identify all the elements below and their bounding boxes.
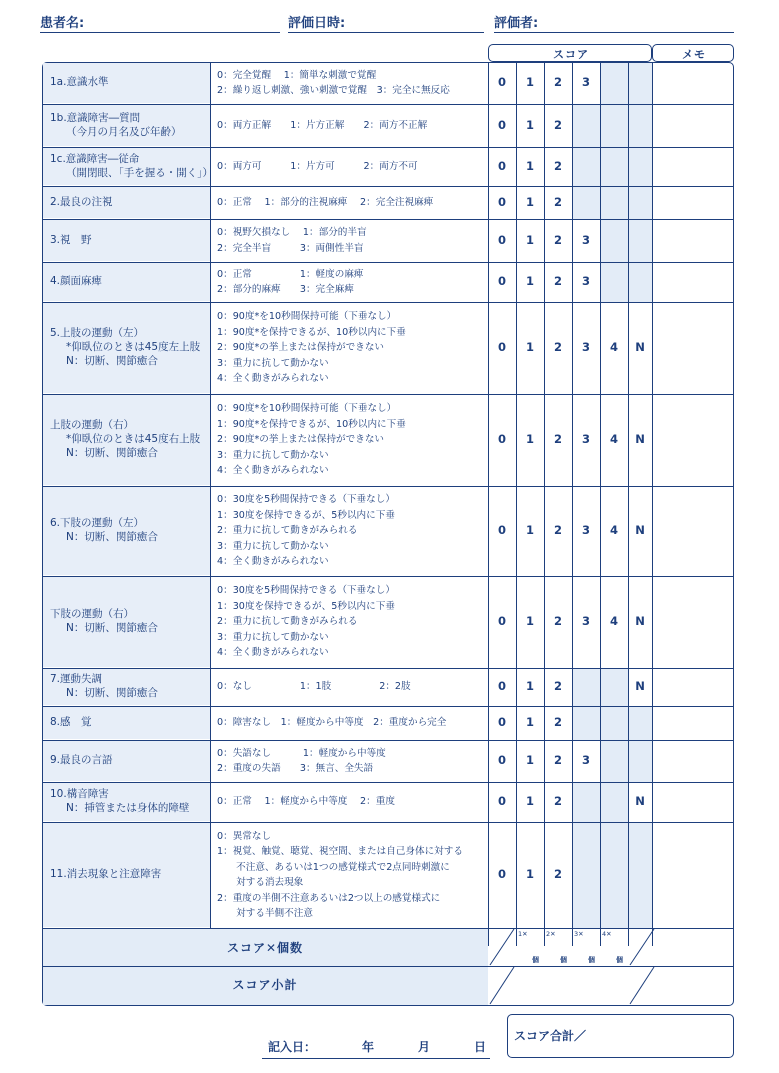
row-label-line: 4.顔面麻痺 bbox=[50, 275, 103, 287]
score-option[interactable]: 2 bbox=[553, 715, 562, 729]
score-option[interactable]: 1 bbox=[525, 75, 534, 89]
score-option[interactable]: 0 bbox=[497, 753, 506, 767]
empty-score-cell bbox=[629, 63, 652, 104]
month-label: 月 bbox=[418, 1040, 431, 1054]
empty-score-cell bbox=[573, 148, 600, 186]
row-label-line: 1a.意識水準 bbox=[50, 76, 109, 88]
row-divider bbox=[42, 486, 734, 487]
row-label-line: 下肢の運動（右） bbox=[50, 608, 134, 620]
memo-cell[interactable] bbox=[653, 220, 733, 262]
score-header-text: スコア bbox=[553, 48, 589, 61]
score-option[interactable]: 1 bbox=[525, 867, 534, 881]
row-label-line: 11.消去現象と注意障害 bbox=[50, 868, 162, 880]
score-option[interactable]: N bbox=[635, 679, 645, 693]
count-unit: 個 bbox=[532, 956, 539, 964]
empty-score-cell bbox=[601, 783, 628, 822]
empty-score-cell bbox=[601, 220, 628, 262]
score-option[interactable]: 1 bbox=[525, 232, 534, 247]
column-divider bbox=[544, 62, 545, 946]
row-label-line: *仰臥位のときは45度右上肢 bbox=[66, 433, 201, 445]
score-option[interactable]: 0 bbox=[497, 117, 506, 132]
memo-cell[interactable] bbox=[653, 303, 733, 394]
score-option[interactable]: 0 bbox=[497, 679, 506, 693]
empty-score-cell bbox=[573, 187, 600, 219]
score-option[interactable]: 0 bbox=[497, 158, 506, 173]
multiplier-input[interactable] bbox=[600, 928, 628, 966]
row-label-line: 8.感 覚 bbox=[50, 716, 92, 728]
row-description: 0：障害なし 1：軽度から中等度 2：重度から完全 bbox=[217, 717, 447, 729]
row-description: 0：正常 1：軽度の麻痺 2：部分的麻痺 3：完全麻痺 bbox=[217, 268, 364, 295]
score-total-label: スコア合計／ bbox=[514, 1029, 587, 1043]
memo-cell[interactable] bbox=[653, 63, 733, 104]
row-label-line: 10.構音障害 bbox=[50, 788, 109, 800]
score-option[interactable]: 1 bbox=[525, 194, 534, 209]
column-divider bbox=[210, 62, 211, 946]
score-option[interactable]: 4 bbox=[609, 614, 618, 628]
row-description: 0：90度*を10秒間保持可能（下垂なし） 1：90度*を保持できるが、10秒以内に下垂 2：90度*の挙上または保持ができない 3：重力に抗して動かない 4：全く動きがみられない bbox=[217, 311, 406, 385]
score-option[interactable]: 2 bbox=[553, 614, 562, 628]
score-option[interactable]: N bbox=[635, 523, 645, 537]
row-label bbox=[50, 607, 210, 635]
multiplier-input[interactable] bbox=[516, 928, 544, 966]
memo-cell[interactable] bbox=[653, 741, 733, 782]
column-divider bbox=[488, 62, 489, 946]
score-option[interactable]: 2 bbox=[553, 523, 562, 537]
row-divider bbox=[42, 782, 734, 783]
score-option[interactable]: 1 bbox=[525, 432, 534, 446]
memo-cell[interactable] bbox=[653, 783, 733, 822]
row-description: 0：なし 1：1肢 2：2肢 bbox=[217, 681, 411, 693]
score-option[interactable]: N bbox=[635, 432, 645, 446]
empty-score-cell bbox=[629, 263, 652, 302]
empty-score-cell bbox=[601, 707, 628, 740]
row-label-line: 上肢の運動（右） bbox=[50, 419, 134, 431]
score-option[interactable]: 2 bbox=[553, 794, 562, 808]
multiplier-input[interactable] bbox=[544, 928, 572, 966]
row-label-line: *仰臥位のときは45度左上肢 bbox=[66, 341, 201, 353]
multiplier-label: 1✕ bbox=[518, 930, 528, 938]
score-option[interactable]: 3 bbox=[581, 232, 590, 247]
score-option[interactable]: 0 bbox=[497, 794, 506, 808]
empty-score-cell bbox=[601, 148, 628, 186]
row-label bbox=[50, 75, 210, 89]
empty-score-cell bbox=[629, 707, 652, 740]
score-option[interactable]: 0 bbox=[497, 75, 506, 89]
column-divider bbox=[600, 62, 601, 946]
nihss-sheet bbox=[42, 44, 734, 1006]
column-divider bbox=[516, 62, 517, 946]
empty-score-cell bbox=[601, 63, 628, 104]
row-description: 0：失語なし 1：軽度から中等度 2：重度の失語 3：無言、全失語 bbox=[217, 747, 386, 774]
count-unit: 個 bbox=[560, 956, 567, 964]
row-label-line: N：切断、関節癒合 bbox=[66, 355, 158, 367]
evaluator-label: 評価者: bbox=[494, 16, 539, 31]
row-label bbox=[50, 326, 210, 368]
row-divider bbox=[42, 576, 734, 577]
score-option[interactable]: 1 bbox=[525, 715, 534, 729]
score-total-box[interactable] bbox=[507, 1014, 734, 1058]
score-option[interactable]: N bbox=[635, 614, 645, 628]
column-divider bbox=[652, 62, 653, 946]
memo-cell[interactable] bbox=[653, 577, 733, 668]
row-label-line: N：切断、関節癒合 bbox=[66, 622, 158, 634]
score-option[interactable]: 1 bbox=[525, 679, 534, 693]
subtotal-label: スコア小計 bbox=[232, 978, 298, 992]
score-option[interactable]: 1 bbox=[525, 794, 534, 808]
row-divider bbox=[42, 668, 734, 669]
empty-score-cell bbox=[573, 783, 600, 822]
empty-score-cell bbox=[629, 741, 652, 782]
score-option[interactable]: 3 bbox=[581, 523, 590, 537]
score-option[interactable]: 0 bbox=[497, 274, 506, 288]
empty-score-cell bbox=[601, 669, 628, 706]
row-label-line: 5.上肢の運動（左） bbox=[50, 327, 145, 339]
multiplier-label: 4✕ bbox=[602, 930, 612, 938]
memo-cell[interactable] bbox=[653, 823, 733, 928]
score-option[interactable]: 2 bbox=[553, 867, 562, 881]
row-divider bbox=[42, 394, 734, 395]
score-option[interactable]: 4 bbox=[609, 523, 618, 537]
row-label bbox=[50, 753, 210, 767]
score-option[interactable]: 0 bbox=[497, 432, 506, 446]
memo-cell[interactable] bbox=[653, 395, 733, 486]
score-column-header bbox=[488, 44, 652, 62]
score-option[interactable]: 2 bbox=[553, 432, 562, 446]
score-option[interactable]: 0 bbox=[497, 715, 506, 729]
score-x-count-label: スコア✕個数 bbox=[226, 941, 304, 955]
memo-cell[interactable] bbox=[653, 263, 733, 302]
empty-score-cell bbox=[573, 707, 600, 740]
score-option[interactable]: 2 bbox=[553, 274, 562, 288]
multiplier-label: 3✕ bbox=[574, 930, 584, 938]
score-option[interactable]: 1 bbox=[525, 274, 534, 288]
row-label-line: 2.最良の注視 bbox=[50, 195, 113, 208]
column-divider bbox=[572, 62, 573, 946]
entry-date-line[interactable] bbox=[262, 1058, 490, 1059]
score-option[interactable]: 3 bbox=[581, 753, 590, 767]
memo-cell[interactable] bbox=[653, 707, 733, 740]
memo-cell[interactable] bbox=[653, 669, 733, 706]
row-description: 0：異常なし 1：視覚、触覚、聴覚、視空間、または自己身体に対する 不注意、あるいは1つの感覚様式で2点同時刺激に 対する消去現象 2：重度の半側不注意あるいは2つ以上の感覚様式に 対する半側不注意 bbox=[217, 830, 463, 919]
score-option[interactable]: 1 bbox=[525, 753, 534, 767]
memo-header-text: メモ bbox=[682, 48, 706, 61]
multiplier-input[interactable] bbox=[572, 928, 600, 966]
score-option[interactable]: 3 bbox=[581, 75, 590, 89]
row-label bbox=[50, 195, 210, 209]
row-description: 0：両方正解 1：片方正解 2：両方不正解 bbox=[217, 119, 428, 131]
empty-score-cell bbox=[573, 823, 600, 928]
row-description: 0：30度を5秒間保持できる（下垂なし） 1：30度を保持できるが、5秒以内に下垂 2：重力に抗して動きがみられる 3：重力に抗して動かない 4：全く動きがみられない bbox=[217, 494, 395, 568]
empty-score-cell bbox=[601, 823, 628, 928]
score-option[interactable]: 3 bbox=[581, 614, 590, 628]
empty-score-cell bbox=[573, 669, 600, 706]
score-option[interactable]: 1 bbox=[525, 158, 534, 173]
empty-score-cell bbox=[601, 105, 628, 147]
empty-score-cell bbox=[629, 105, 652, 147]
score-option[interactable]: N bbox=[635, 340, 645, 354]
empty-score-cell bbox=[601, 187, 628, 219]
row-label bbox=[50, 516, 210, 544]
row-description: 0：正常 1：部分的注視麻痺 2：完全注視麻痺 bbox=[217, 196, 434, 208]
row-description: 0：両方可 1：片方可 2：両方不可 bbox=[217, 160, 418, 172]
score-option[interactable]: 0 bbox=[497, 867, 506, 881]
row-label-line: N：切断、関節癒合 bbox=[66, 447, 158, 459]
score-option[interactable]: 0 bbox=[497, 614, 506, 628]
row-label bbox=[50, 787, 210, 815]
score-option[interactable]: 3 bbox=[581, 432, 590, 446]
row-description: 0：視野欠損なし 1：部分的半盲 2：完全半盲 3：両側性半盲 bbox=[217, 227, 367, 254]
empty-score-cell bbox=[573, 105, 600, 147]
memo-column-header bbox=[652, 44, 734, 62]
score-option[interactable]: 2 bbox=[553, 679, 562, 693]
score-option[interactable]: 2 bbox=[553, 158, 562, 173]
score-option[interactable]: 4 bbox=[609, 432, 618, 446]
row-label-line: 9.最良の言語 bbox=[50, 754, 113, 766]
score-option[interactable]: 1 bbox=[525, 523, 534, 537]
score-option[interactable]: 0 bbox=[497, 232, 506, 247]
score-option[interactable]: 0 bbox=[497, 194, 506, 209]
multiplier-label: 2✕ bbox=[546, 930, 556, 938]
row-label-line: 1b.意識障害―質問 bbox=[50, 111, 141, 124]
row-label-line: 3.視 野 bbox=[50, 233, 92, 246]
empty-score-cell bbox=[601, 741, 628, 782]
row-label bbox=[50, 152, 213, 180]
eval-datetime-line[interactable] bbox=[288, 32, 484, 33]
score-option[interactable]: 2 bbox=[553, 117, 562, 132]
row-label bbox=[50, 274, 210, 288]
row-description: 0：90度*を10秒間保持可能（下垂なし） 1：90度*を保持できるが、10秒以内に下垂 2：90度*の挙上または保持ができない 3：重力に抗して動かない 4：全く動きがみられない bbox=[217, 403, 406, 477]
row-label bbox=[50, 418, 210, 460]
row-label-line: （今月の月名及び年齢） bbox=[66, 125, 182, 138]
score-option[interactable]: 2 bbox=[553, 232, 562, 247]
day-label: 日 bbox=[474, 1040, 487, 1054]
empty-score-cell bbox=[629, 823, 652, 928]
row-label bbox=[50, 233, 210, 247]
row-label-line: N：切断、関節癒合 bbox=[66, 687, 158, 699]
score-option[interactable]: 2 bbox=[553, 340, 562, 354]
row-label bbox=[50, 111, 210, 139]
row-label bbox=[50, 715, 210, 729]
score-option[interactable]: 1 bbox=[525, 340, 534, 354]
score-option[interactable]: 1 bbox=[525, 117, 534, 132]
score-option[interactable]: 3 bbox=[581, 274, 590, 288]
column-divider bbox=[628, 62, 629, 946]
score-option[interactable]: 3 bbox=[581, 340, 590, 354]
score-option[interactable]: 0 bbox=[497, 340, 506, 354]
memo-cell[interactable] bbox=[653, 148, 733, 186]
score-option[interactable]: N bbox=[635, 794, 645, 808]
empty-score-cell bbox=[601, 263, 628, 302]
row-label bbox=[50, 867, 210, 881]
count-unit: 個 bbox=[588, 956, 595, 964]
row-label bbox=[50, 672, 210, 700]
row-description: 0：30度を5秒間保持できる（下垂なし） 1：30度を保持できるが、5秒以内に下垂 2：重力に抗して動きがみられる 3：重力に抗して動かない 4：全く動きがみられない bbox=[217, 585, 395, 659]
row-label-line: （開閉眼、「手を握る・開く」） bbox=[66, 166, 213, 179]
patient-name-label: 患者名: bbox=[40, 16, 85, 31]
score-option[interactable]: 4 bbox=[609, 340, 618, 354]
row-description: 0：正常 1：軽度から中等度 2：重度 bbox=[217, 796, 395, 808]
row-description: 0：完全覚醒 1：簡単な刺激で覚醒 2：繰り返し刺激、強い刺激で覚醒 3：完全に無反応 bbox=[217, 69, 450, 96]
memo-cell[interactable] bbox=[653, 487, 733, 576]
eval-datetime-label: 評価日時: bbox=[288, 16, 346, 31]
year-label: 年 bbox=[362, 1040, 375, 1054]
row-label-line: N：挿管または身体的障壁 bbox=[66, 802, 190, 814]
patient-name-line[interactable] bbox=[40, 32, 280, 33]
memo-cell[interactable] bbox=[653, 187, 733, 219]
score-option[interactable]: 2 bbox=[553, 194, 562, 209]
score-option[interactable]: 1 bbox=[525, 614, 534, 628]
row-label-line: 7.運動失調 bbox=[50, 673, 103, 685]
row-divider bbox=[42, 302, 734, 303]
row-label-line: 1c.意識障害―従命 bbox=[50, 152, 140, 165]
evaluator-line[interactable] bbox=[494, 32, 734, 33]
count-unit: 個 bbox=[616, 956, 623, 964]
row-label-line: N：切断、関節癒合 bbox=[66, 531, 158, 543]
score-option[interactable]: 0 bbox=[497, 523, 506, 537]
empty-score-cell bbox=[629, 148, 652, 186]
empty-score-cell bbox=[629, 187, 652, 219]
row-label-line: 6.下肢の運動（左） bbox=[50, 517, 145, 529]
score-option[interactable]: 2 bbox=[553, 753, 562, 767]
memo-cell[interactable] bbox=[653, 105, 733, 147]
entry-date-label: 記入日： bbox=[268, 1040, 317, 1054]
score-option[interactable]: 2 bbox=[553, 75, 562, 89]
empty-score-cell bbox=[629, 220, 652, 262]
